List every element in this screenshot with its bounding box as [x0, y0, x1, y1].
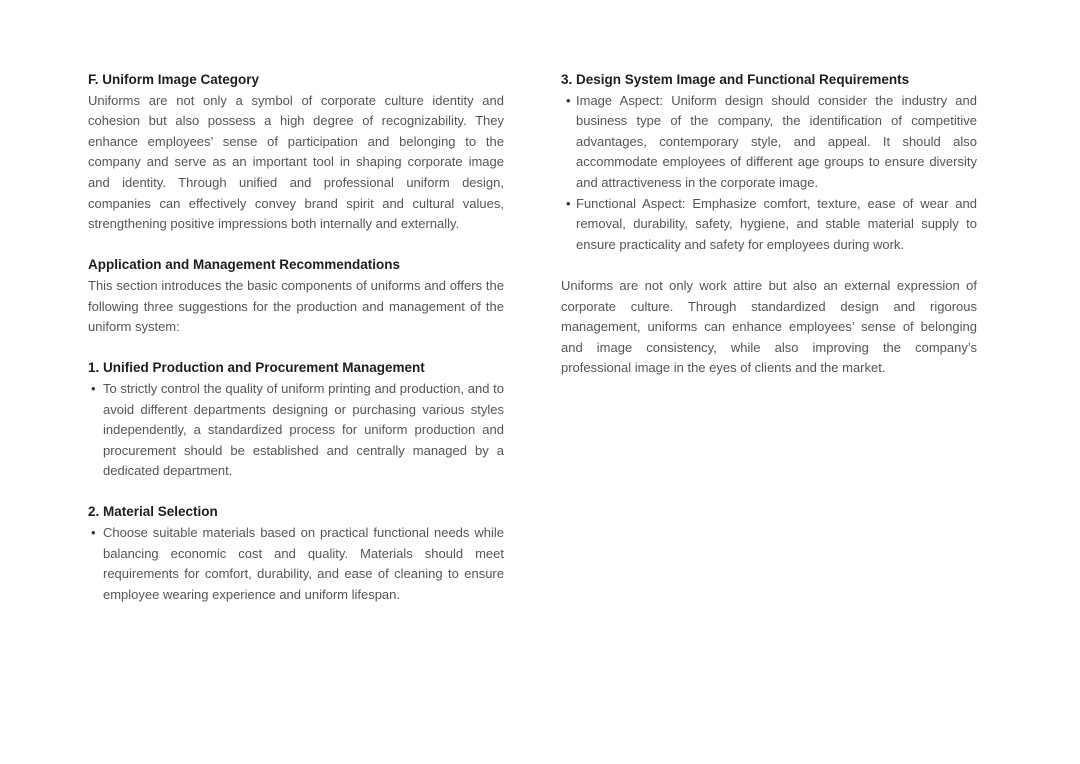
item3-bullet-functional-text: Functional Aspect: Emphasize comfort, texture, ease of wear and removal, durability, safety, hygiene, and stable material supply to ensure practicality and safety for employees during work. — [576, 195, 977, 252]
right-column — [561, 70, 977, 379]
bullet-dot: • — [566, 92, 571, 108]
item3-bullet-image-text: Image Aspect: Uniform design should consider the industry and business type of the company, the identification of competitive advantages, contemporary style, and appeal. It should also accommodate employees of different age groups to ensure diversity and attractiveness in the corporate image. — [576, 92, 977, 190]
bullet-dot: • — [91, 525, 96, 541]
item2-bullet-text: Choose suitable materials based on practical functional needs while balancing economic cost and quality. Materials should meet requirements for comfort, durability, and ease of cleaning to ensure employee wearing experience and uniform lifespan. — [103, 525, 504, 602]
item3-bullet-functional — [561, 194, 977, 256]
item2-title: 2. Material Selection — [88, 504, 218, 520]
closing-paragraph: Uniforms are not only work attire but also an external expression of corporate culture. Through standardized design and rigorous management, uniforms can enhance employees’ sense of belonging and image consistency, while also improving the company’s professional image in the eyes of clients and the market. — [561, 277, 977, 376]
recommendations-title: Application and Management Recommendations — [88, 257, 401, 273]
item1-title: 1. Unified Production and Procurement Management — [88, 360, 425, 376]
bullet-dot: • — [566, 195, 571, 211]
item3-bullet-image — [561, 91, 977, 194]
item3-title: 3. Design System Image and Functional Requirements — [561, 72, 910, 87]
bullet-dot: • — [91, 380, 96, 396]
item1-bullet-text: To strictly control the quality of uniform printing and production, and to avoid different departments designing or purchasing various styles independently, a standardized process for uniform production and procurement should be established and centrally managed by a dedicated department. — [103, 380, 504, 479]
left-column — [88, 70, 504, 605]
item1-bullet — [88, 379, 504, 482]
recommendations-body: This section introduces the basic components of uniforms and offers the following three suggestions for the production and management of the uniform system: — [88, 277, 504, 335]
section-f-body: Uniforms are not only a symbol of corporate culture identity and cohesion but also possess a high degree of recognizability. They enhance employees’ sense of participation and belonging to the company and serve as an important tool in shaping corporate image and identity. Through unified and professional uniform design, companies can effectively convey brand spirit and cultural values, strengthening positive impressions both internally and externally. — [88, 92, 504, 232]
item2-bullet — [88, 523, 504, 605]
section-f-title: F. Uniform Image Category — [88, 72, 260, 87]
